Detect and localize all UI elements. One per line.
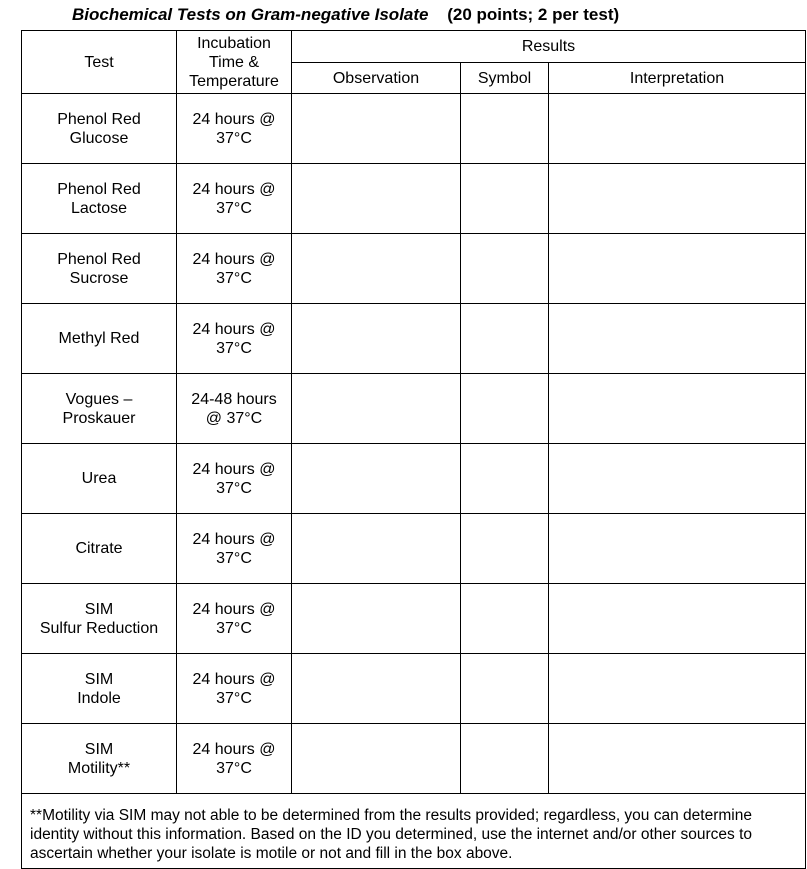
incubation-cell: 24 hours @ 37°C: [177, 444, 292, 514]
observation-cell[interactable]: [292, 584, 461, 654]
table-row: [22, 374, 806, 444]
observation-cell[interactable]: [292, 304, 461, 374]
test-name-cell: Phenol Red Sucrose: [22, 234, 177, 304]
biochemical-tests-table: [21, 30, 806, 869]
table-row: [22, 724, 806, 794]
header-observation: Observation: [292, 63, 461, 94]
test-name-cell: Vogues – Proskauer: [22, 374, 177, 444]
symbol-cell[interactable]: [461, 584, 549, 654]
table-row: [22, 514, 806, 584]
test-name-cell: Urea: [22, 444, 177, 514]
title-main: Biochemical Tests on Gram-negative Isolate: [72, 5, 429, 24]
observation-cell[interactable]: [292, 654, 461, 724]
interpretation-cell[interactable]: [549, 374, 806, 444]
motility-note: **Motility via SIM may not able to be determined from the results provided; regardless, you can determine identity without this information. Based on the ID you determined, use the internet and/or other sources to ascertain whether your isolate is motile or not and fill in the box above.: [22, 794, 806, 869]
observation-cell[interactable]: [292, 514, 461, 584]
table-row: [22, 164, 806, 234]
test-name-cell: SIM Indole: [22, 654, 177, 724]
header-interpretation: Interpretation: [549, 63, 806, 94]
interpretation-cell[interactable]: [549, 514, 806, 584]
test-name-cell: Phenol Red Lactose: [22, 164, 177, 234]
observation-cell[interactable]: [292, 234, 461, 304]
incubation-cell: 24-48 hours @ 37°C: [177, 374, 292, 444]
symbol-cell[interactable]: [461, 164, 549, 234]
table-row: [22, 444, 806, 514]
test-name-cell: SIM Sulfur Reduction: [22, 584, 177, 654]
title-points: (20 points; 2 per test): [447, 5, 620, 24]
worksheet-title: [72, 4, 619, 26]
incubation-cell: 24 hours @ 37°C: [177, 724, 292, 794]
incubation-cell: 24 hours @ 37°C: [177, 164, 292, 234]
incubation-cell: 24 hours @ 37°C: [177, 94, 292, 164]
observation-cell[interactable]: [292, 164, 461, 234]
table-row: [22, 234, 806, 304]
observation-cell[interactable]: [292, 444, 461, 514]
observation-cell[interactable]: [292, 94, 461, 164]
symbol-cell[interactable]: [461, 304, 549, 374]
interpretation-cell[interactable]: [549, 444, 806, 514]
symbol-cell[interactable]: [461, 444, 549, 514]
incubation-cell: 24 hours @ 37°C: [177, 304, 292, 374]
incubation-cell: 24 hours @ 37°C: [177, 234, 292, 304]
test-name-cell: Citrate: [22, 514, 177, 584]
symbol-cell[interactable]: [461, 94, 549, 164]
incubation-cell: 24 hours @ 37°C: [177, 514, 292, 584]
table-row: [22, 654, 806, 724]
header-results: Results: [292, 31, 806, 63]
header-incubation: Incubation Time & Temperature: [177, 31, 292, 94]
interpretation-cell[interactable]: [549, 94, 806, 164]
test-name-cell: Phenol Red Glucose: [22, 94, 177, 164]
symbol-cell[interactable]: [461, 654, 549, 724]
incubation-cell: 24 hours @ 37°C: [177, 654, 292, 724]
interpretation-cell[interactable]: [549, 234, 806, 304]
interpretation-cell[interactable]: [549, 584, 806, 654]
table-row: [22, 304, 806, 374]
header-test: Test: [22, 31, 177, 94]
interpretation-cell[interactable]: [549, 724, 806, 794]
interpretation-cell[interactable]: [549, 164, 806, 234]
symbol-cell[interactable]: [461, 234, 549, 304]
test-name-cell: SIM Motility**: [22, 724, 177, 794]
table-row: [22, 584, 806, 654]
interpretation-cell[interactable]: [549, 304, 806, 374]
observation-cell[interactable]: [292, 724, 461, 794]
test-name-cell: Methyl Red: [22, 304, 177, 374]
header-symbol: Symbol: [461, 63, 549, 94]
symbol-cell[interactable]: [461, 374, 549, 444]
symbol-cell[interactable]: [461, 514, 549, 584]
table-row: [22, 94, 806, 164]
incubation-cell: 24 hours @ 37°C: [177, 584, 292, 654]
interpretation-cell[interactable]: [549, 654, 806, 724]
symbol-cell[interactable]: [461, 724, 549, 794]
observation-cell[interactable]: [292, 374, 461, 444]
